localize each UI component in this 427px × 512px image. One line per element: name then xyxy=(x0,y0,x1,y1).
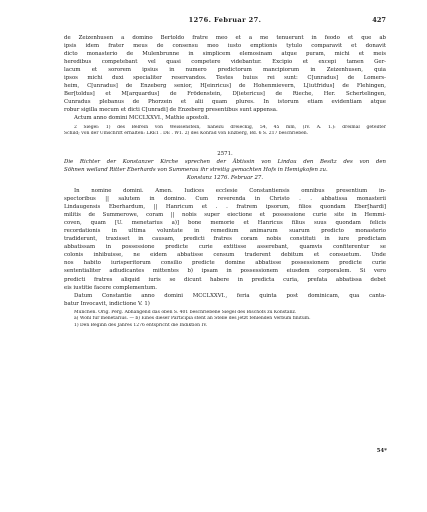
datum-line: batur Invocavit, indictione V. 1) xyxy=(64,300,150,307)
note-line: Schild; von der Umschrift erhalten: LRE1 . DE . W1. 2) des Konrad von Enzberg, Bd. 6 S. 217 beschrieben. xyxy=(64,131,309,137)
text-line: ipsis idem frater meus de consensu meo iusto emptionis tytulo comparavit et donavit xyxy=(64,43,386,50)
text-line: In nomine domini. Amen. Iudices ecclesie Constantiensis omnibus presentium in- xyxy=(74,188,386,194)
text-line: recordationis in ultima voluntate in remedium animarum suarum predicto monasterio xyxy=(64,228,386,235)
text-line: heredibus competebant vel quasi competere videbantur. Excipio et excepi tamen Ger- xyxy=(64,59,386,66)
header-date: 1276. Februar 27. xyxy=(188,16,262,24)
continued-charter-text xyxy=(64,34,386,123)
document-heading xyxy=(64,150,386,182)
text-line: nos habito iurisperitorum consilio predicte domine abbatisse possessionem predicte curie xyxy=(64,260,386,267)
text-line: spectoribus || salutem in domino. Cum reverenda in Christo . . abbatissa monasterii xyxy=(64,196,386,203)
text-line: robur sigilla mecum et dicti C[unradi] de Enzeberg presentibus sunt appensa. xyxy=(64,107,278,114)
text-line: sententialiter adiudicantes mittentes b) ipsam in possessionem eiusdem corporalem. Si vero xyxy=(64,268,386,275)
text-line: Ber[toldus] et M[arquardus] de Frödenstein, D[ietericus] de Rieche, Her. Schertelingen, xyxy=(64,91,386,98)
text-line: tradiderunt, traxisset in causam, predicti fratres coram nobis constituti in iure predictam xyxy=(64,236,386,243)
text-line: predicti fratres aliquid iuris se dicunt habere in predicta curia, prefata abbatissa debet xyxy=(64,276,386,283)
seal-notes xyxy=(64,125,386,138)
text-line: militis de Summerowe, coram || nobis super eiectione et possessione curie site in Hemmi- xyxy=(64,212,386,219)
note-line: 2 Siegel: 1) des Belrein von Weissenstein, nahezu dreieckig, 54, 45 mm, (IV. A. 1.): dreimal geteilter xyxy=(74,125,386,130)
charter-main-text xyxy=(64,187,386,308)
place-date: Konstanz 1276. Februar 27. xyxy=(186,175,264,182)
regest-line: Die Richter der Konstanzer Kirche sprechen der Äbtissin von Lindau den Besitz des von den xyxy=(64,159,386,166)
note-line: 1) Den Beginn des Jahres 1276 entspricht die Indiktion IV. xyxy=(74,322,208,328)
note-line: a) Wohl für menetarius. — b) Eines dieser Participia steht an Stelle des jetzt fehlenden Verbum finitum. xyxy=(74,316,311,322)
text-line: Cunradus plebanus de Phorzein et alii quam plures. In istorum etiam evidentiam atque xyxy=(64,99,386,106)
text-line: eis iustitie facere complementum. xyxy=(64,284,157,291)
actum-line: Actum anno domini MCCLXXVI., Mathie apostoli. xyxy=(74,115,210,122)
text-line: abbatissam in possessione predicte curie extitisse asserebant, quamvis confiterentur se xyxy=(64,244,386,251)
text-line: lacum et sororem ipsius in numero predictorum mancipiorum in Zeizenhusen, quia xyxy=(64,67,386,74)
text-line: heim, C[unradus] de Enzeberg senior, H[einricus] de Hohenmievern, L[iutfridus] de Flehingen, xyxy=(64,83,386,90)
text-line: de Zeizenhusen a domino Bertoldo fratre meo et a me tenuerunt in feodo et que ab xyxy=(64,35,386,41)
page-number: 427 xyxy=(372,16,386,24)
text-line: coven, quam [U. menetarius a)] bone memorie et Hanricus filius suus quondam felicis xyxy=(64,220,386,227)
footnotes xyxy=(64,310,386,329)
regest-line: Söhnen weiland Ritter Eberhards von Summerau ihr streitig gemachten Hofs in Hemigkofen zu. xyxy=(64,167,328,174)
text-line: colonis inhibuisse, ne eidem abbatisse censum traderent debitum et consuetum. Unde xyxy=(64,252,386,259)
datum-line: Datum Constantie anno domini MCCLXXVI., feria quinta post dominicam, qua canta- xyxy=(74,292,386,299)
signature-mark: 54* xyxy=(376,448,387,454)
text-line: Lindaugensis Eberhardum, || Hanricum et . . fratrem ipsorum, filios quondam Eber[hardi] xyxy=(64,204,386,211)
text-line: dicto monasterio de Mulenbrunne in simplicem elemosinam atque puram, michi et meis xyxy=(64,51,386,58)
text-line: ipsos michi duxi specialiter reservandos. Testes huius rei sunt: C[unradus] de Lomers- xyxy=(64,75,386,82)
document-number: 2571. xyxy=(217,151,233,157)
running-header xyxy=(64,16,386,26)
note-line: München. Orig. Perg. Abhangend das oben S. 401 beschriebene Siegel des Bischofs zu Konstanz. xyxy=(74,310,297,315)
